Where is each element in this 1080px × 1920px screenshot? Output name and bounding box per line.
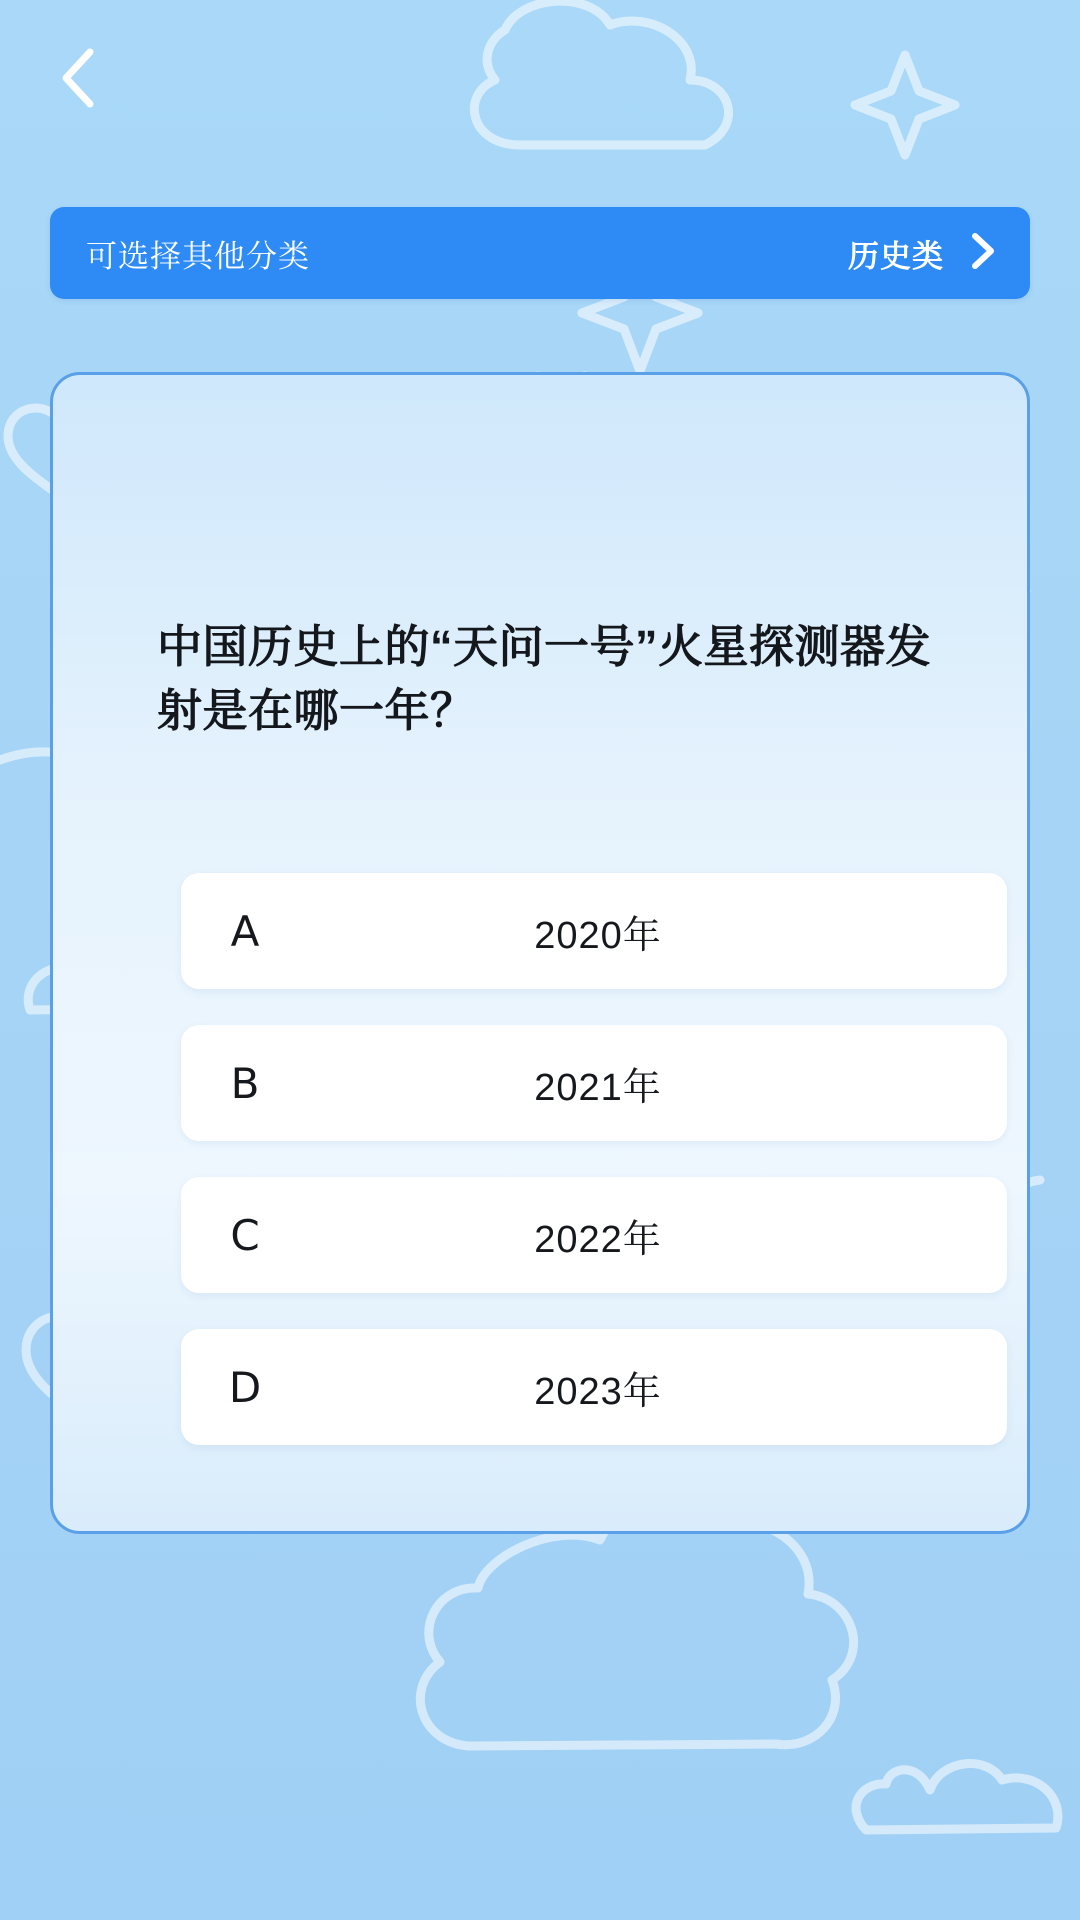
question-text: 中国历史上的“天问一号”火星探测器发射是在哪一年？ bbox=[157, 621, 932, 736]
option-letter-b: B bbox=[230, 1058, 260, 1108]
quiz-card bbox=[50, 372, 1030, 1534]
options-list bbox=[181, 873, 1007, 1445]
category-current-group[interactable] bbox=[848, 231, 996, 276]
option-letter-a: A bbox=[230, 906, 260, 956]
option-row-a[interactable] bbox=[181, 873, 1007, 989]
option-label-b: 2021年 bbox=[534, 1066, 662, 1109]
option-label-c: 2022年 bbox=[534, 1218, 662, 1261]
option-label-d: 2023年 bbox=[534, 1370, 662, 1413]
back-button[interactable] bbox=[40, 40, 120, 120]
option-row-c[interactable] bbox=[181, 1177, 1007, 1293]
chevron-right-icon bbox=[970, 231, 996, 276]
category-hint-label: 可选择其他分类 bbox=[86, 238, 310, 274]
category-selector-bar[interactable] bbox=[50, 207, 1030, 299]
option-row-b[interactable] bbox=[181, 1025, 1007, 1141]
category-current-value: 历史类 bbox=[848, 238, 944, 274]
option-letter-d: D bbox=[228, 1362, 262, 1412]
option-letter-c: C bbox=[230, 1210, 260, 1260]
option-label-a: 2020年 bbox=[534, 914, 662, 957]
chevron-left-icon bbox=[58, 46, 102, 115]
option-row-d[interactable] bbox=[181, 1329, 1007, 1445]
